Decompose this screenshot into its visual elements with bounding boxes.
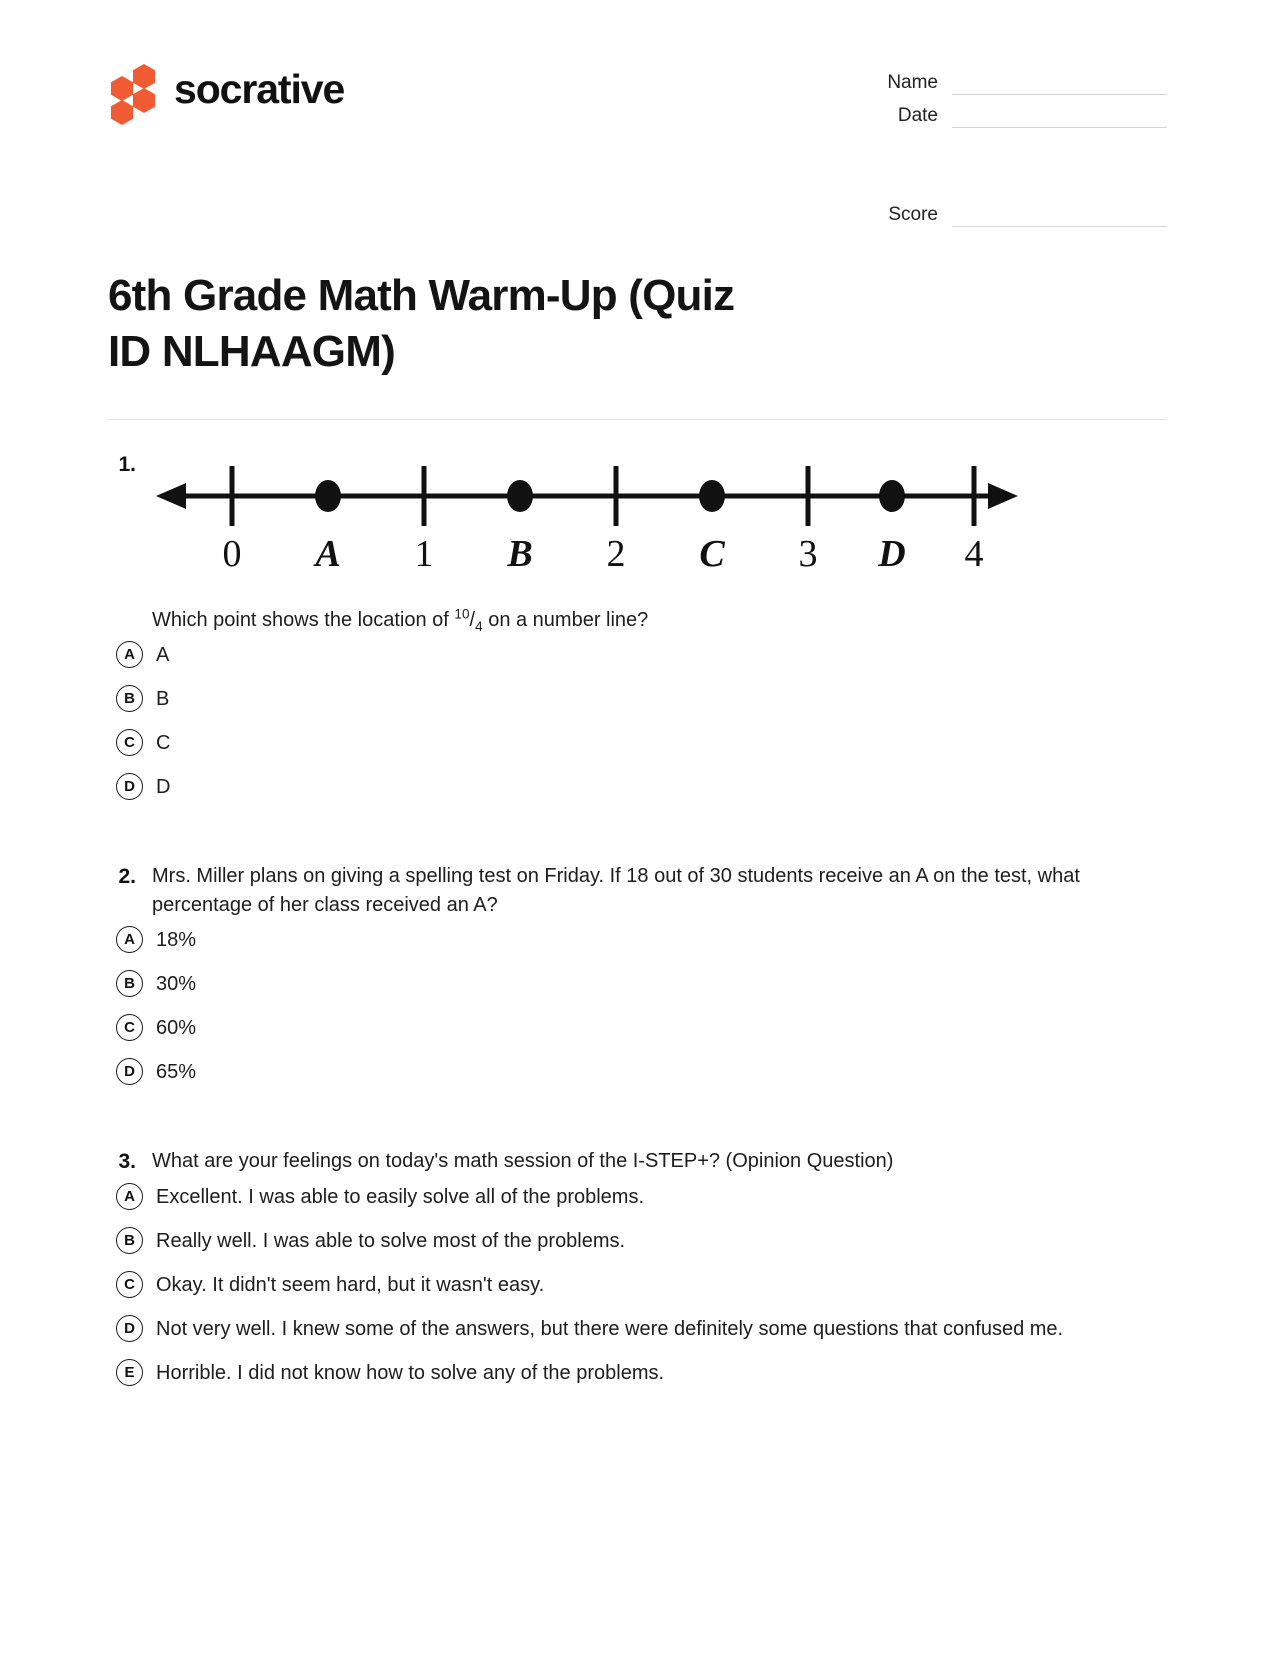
option-1c-bubble[interactable]: C bbox=[116, 729, 143, 756]
hexagon-middle-left-icon bbox=[111, 76, 133, 101]
number-line-figure bbox=[152, 454, 1167, 588]
svg-text:2: 2 bbox=[606, 532, 626, 575]
option-2b-label: 30% bbox=[156, 972, 197, 995]
hexagon-bottom-left-icon bbox=[111, 100, 133, 125]
question-1-slash: / bbox=[469, 608, 476, 631]
question-1-text bbox=[152, 606, 1167, 635]
option-1c-label: C bbox=[156, 731, 171, 754]
option-3a[interactable] bbox=[116, 1181, 1167, 1212]
page-title: 6th Grade Math Warm-Up (Quiz ID NLHAAGM) bbox=[108, 271, 735, 377]
option-2d[interactable] bbox=[116, 1056, 1167, 1087]
option-3b-bubble[interactable]: B bbox=[116, 1227, 143, 1254]
svg-text:1: 1 bbox=[414, 532, 434, 575]
option-2c-label: 60% bbox=[156, 1016, 197, 1039]
option-1a-bubble[interactable]: A bbox=[116, 641, 143, 668]
option-2a-label: 18% bbox=[156, 928, 197, 951]
hexagon-top-right-icon bbox=[133, 64, 155, 89]
svg-text:0: 0 bbox=[222, 532, 242, 575]
question-1-text-pre: Which point shows the location of bbox=[152, 608, 455, 631]
option-1d[interactable] bbox=[116, 771, 1167, 802]
option-1a-label: A bbox=[156, 643, 170, 666]
question-1-options bbox=[116, 639, 1167, 802]
question-1-numerator: 10 bbox=[454, 605, 470, 621]
question-1 bbox=[108, 450, 1167, 802]
date-field-row bbox=[837, 106, 1167, 128]
question-3-head bbox=[108, 1147, 1167, 1177]
svg-text:4: 4 bbox=[964, 532, 984, 575]
option-3a-label: Excellent. I was able to easily solve all of the problems. bbox=[156, 1186, 645, 1209]
option-3c[interactable] bbox=[116, 1269, 1167, 1300]
option-3e[interactable] bbox=[116, 1357, 1167, 1388]
option-2b-bubble[interactable]: B bbox=[116, 970, 143, 997]
socrative-logo bbox=[108, 63, 344, 115]
option-1b-bubble[interactable]: B bbox=[116, 685, 143, 712]
option-1d-label: D bbox=[156, 775, 171, 798]
question-3 bbox=[108, 1147, 1167, 1388]
question-1-text-post: on a number line? bbox=[482, 608, 649, 631]
question-2-text: Mrs. Miller plans on giving a spelling test on Friday. If 18 out of 30 students receive an A on the test, what percentage of her class received an A? bbox=[152, 864, 1080, 916]
option-2d-label: 65% bbox=[156, 1060, 197, 1083]
option-3a-bubble[interactable]: A bbox=[116, 1183, 143, 1210]
question-2-options bbox=[116, 924, 1167, 1087]
option-1c[interactable] bbox=[116, 727, 1167, 758]
meta-spacer bbox=[837, 139, 1167, 205]
svg-text:A: A bbox=[315, 532, 341, 575]
svg-text:3: 3 bbox=[798, 532, 818, 575]
option-2a[interactable] bbox=[116, 924, 1167, 955]
option-3d[interactable] bbox=[116, 1313, 1167, 1344]
title-block bbox=[0, 238, 860, 381]
option-2c[interactable] bbox=[116, 1012, 1167, 1043]
score-field-row bbox=[837, 205, 1167, 227]
option-3d-label: Not very well. I knew some of the answers, but there were definitely some questions that confused me. bbox=[156, 1318, 1064, 1341]
svg-text:D: D bbox=[878, 532, 906, 575]
header-divider bbox=[108, 419, 1167, 420]
student-info-fields bbox=[837, 55, 1167, 238]
question-2 bbox=[108, 862, 1167, 1087]
option-1d-bubble[interactable]: D bbox=[116, 773, 143, 800]
brand-wordmark: socrative bbox=[174, 65, 345, 112]
option-3b-label: Really well. I was able to solve most of the problems. bbox=[156, 1230, 626, 1253]
option-3c-bubble[interactable]: C bbox=[116, 1271, 143, 1298]
number-line-svg bbox=[152, 454, 1022, 579]
question-1-denominator: 4 bbox=[475, 618, 483, 634]
question-1-body bbox=[152, 450, 1167, 635]
svg-text:C: C bbox=[699, 532, 725, 575]
option-2a-bubble[interactable]: A bbox=[116, 926, 143, 953]
option-1a[interactable] bbox=[116, 639, 1167, 670]
date-field-label: Date bbox=[897, 105, 938, 126]
option-1b-label: B bbox=[156, 687, 170, 710]
name-field-row bbox=[837, 73, 1167, 95]
score-field-input[interactable] bbox=[952, 207, 1167, 227]
name-field-label: Name bbox=[887, 72, 938, 93]
date-field-input[interactable] bbox=[952, 108, 1167, 128]
question-1-head bbox=[108, 450, 1167, 635]
option-2d-bubble[interactable]: D bbox=[116, 1058, 143, 1085]
hexagon-middle-right-icon bbox=[133, 88, 155, 113]
question-3-number: 3. bbox=[118, 1149, 136, 1173]
question-3-options bbox=[116, 1181, 1167, 1388]
question-2-number: 2. bbox=[118, 864, 136, 888]
option-1b[interactable] bbox=[116, 683, 1167, 714]
option-2b[interactable] bbox=[116, 968, 1167, 999]
option-3e-label: Horrible. I did not know how to solve any of the problems. bbox=[156, 1362, 665, 1385]
hexagon-cluster-icon bbox=[108, 63, 160, 115]
question-1-number: 1. bbox=[118, 452, 136, 476]
question-3-text: What are your feelings on today's math session of the I-STEP+? (Opinion Question) bbox=[152, 1149, 894, 1172]
option-2c-bubble[interactable]: C bbox=[116, 1014, 143, 1041]
option-3e-bubble[interactable]: E bbox=[116, 1359, 143, 1386]
option-3b[interactable] bbox=[116, 1225, 1167, 1256]
question-2-head bbox=[108, 862, 1167, 920]
svg-text:B: B bbox=[507, 532, 533, 575]
score-field-label: Score bbox=[888, 204, 938, 225]
name-field-input[interactable] bbox=[952, 75, 1167, 95]
questions-list bbox=[0, 450, 1275, 1388]
option-3c-label: Okay. It didn't seem hard, but it wasn't easy. bbox=[156, 1274, 545, 1297]
page-header bbox=[0, 0, 1275, 238]
option-3d-bubble[interactable]: D bbox=[116, 1315, 143, 1342]
